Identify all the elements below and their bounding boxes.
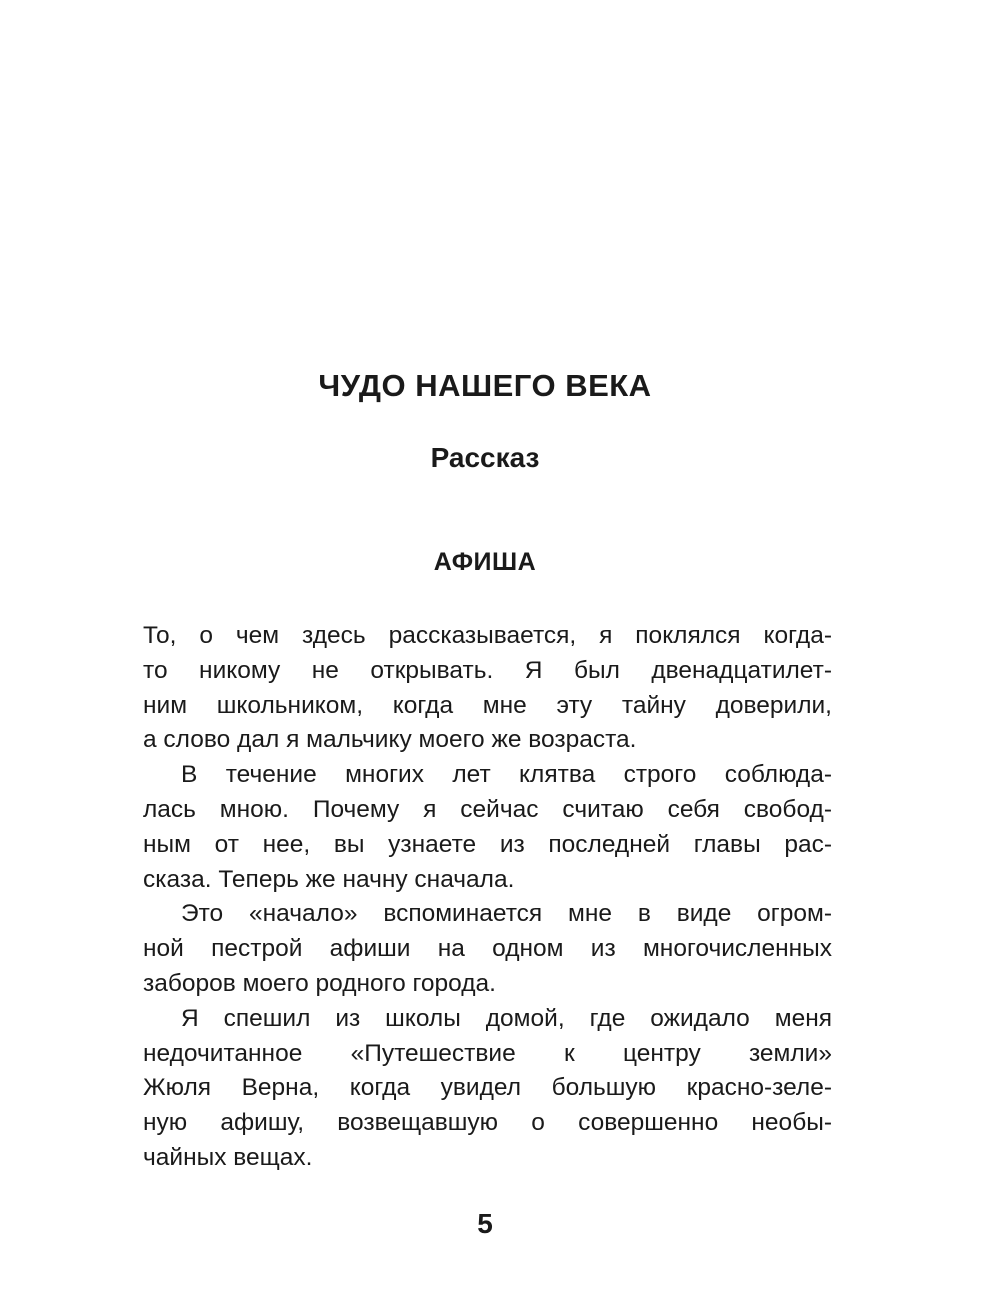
paragraph: [143, 619, 832, 758]
paragraph: [143, 758, 832, 897]
text-line: чайных вещах.: [143, 1143, 313, 1171]
text-line: ной пестрой афиши на одном из многочисленных: [143, 935, 832, 963]
text-line: ную афишу, возвещавшую о совершенно необы-: [143, 1109, 832, 1137]
text-line: Жюля Верна, когда увидел большую красно-зеле-: [143, 1074, 832, 1102]
text-line: Это «начало» вспоминается мне в виде огром-: [181, 900, 832, 928]
text-line: Я спешил из школы домой, где ожидало меня: [181, 1004, 832, 1032]
text-line: сказа. Теперь же начну сначала.: [143, 865, 515, 893]
story-subtitle: Рассказ: [430, 442, 540, 473]
text-line: В течение многих лет клятва строго соблюда-: [181, 761, 832, 789]
story-title: ЧУДО НАШЕГО ВЕКА: [318, 368, 652, 403]
text-line: ним школьником, когда мне эту тайну доверили,: [143, 691, 832, 719]
paragraph: [143, 897, 832, 1001]
text-line: То, о чем здесь рассказывается, я поклялся когда-: [143, 622, 832, 649]
text-line: а слово дал я мальчику моего же возраста.: [143, 726, 637, 754]
chapter-heading: АФИША: [433, 548, 537, 576]
body-text: [143, 619, 832, 1176]
text-line: лась мною. Почему я сейчас считаю себя свобод-: [143, 795, 832, 823]
text-line: недочитанное «Путешествие к центру земли»: [143, 1039, 832, 1067]
paragraph: [143, 1002, 832, 1176]
page-number: 5: [477, 1208, 493, 1239]
text-line: заборов моего родного города.: [143, 969, 496, 997]
text-line: ным от нее, вы узнаете из последней главы рас-: [143, 830, 832, 858]
text-line: то никому не открывать. Я был двенадцатилет-: [143, 656, 832, 684]
